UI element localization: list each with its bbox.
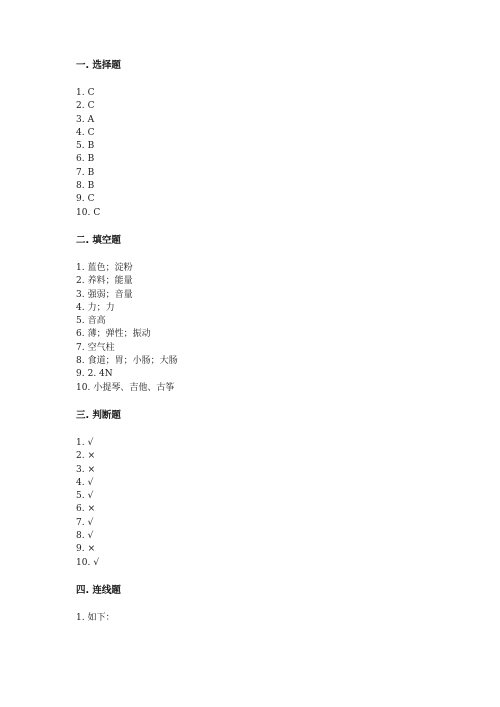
answer-number: 2. bbox=[76, 276, 85, 287]
answer-number: 9. bbox=[76, 369, 85, 380]
answer-item bbox=[76, 167, 456, 180]
answer-item bbox=[76, 450, 456, 463]
answer-text: √ bbox=[87, 491, 94, 502]
answer-number: 1. bbox=[76, 88, 85, 98]
section-title: 四. 连线题 bbox=[76, 584, 121, 596]
answer-number: 10. bbox=[76, 382, 91, 393]
answer-item bbox=[76, 153, 456, 166]
answer-number: 6. bbox=[76, 329, 85, 340]
answer-item bbox=[76, 342, 456, 355]
answer-item bbox=[76, 180, 456, 193]
answer-text: √ bbox=[93, 557, 100, 568]
answer-item bbox=[76, 612, 456, 625]
answer-item bbox=[76, 355, 456, 368]
answer-text: 空气柱 bbox=[87, 342, 115, 353]
answer-number: 5. bbox=[76, 491, 85, 502]
answer-text: A bbox=[87, 114, 95, 125]
answer-text: √ bbox=[87, 437, 94, 448]
answer-number: 4. bbox=[76, 302, 85, 313]
answer-text: B bbox=[87, 154, 95, 165]
answer-text: 蓝色；淀粉 bbox=[87, 262, 133, 273]
answer-number: 7. bbox=[76, 342, 85, 353]
answer-item bbox=[76, 315, 456, 328]
answer-number: 1. bbox=[76, 437, 85, 448]
answer-item bbox=[76, 289, 456, 302]
answer-list bbox=[76, 87, 456, 220]
answer-item bbox=[76, 368, 456, 381]
answer-item bbox=[76, 302, 456, 315]
answer-text: × bbox=[87, 451, 96, 462]
answer-number: 3. bbox=[76, 114, 85, 125]
answer-text: 2. 4N bbox=[87, 369, 113, 380]
answer-number: 3. bbox=[76, 464, 85, 475]
answer-text: 强弱；音量 bbox=[87, 289, 133, 300]
answer-text: 薄；弹性；振动 bbox=[87, 329, 151, 340]
answer-item bbox=[76, 262, 456, 275]
answer-list bbox=[76, 262, 456, 395]
section-title: 二. 填空题 bbox=[76, 234, 121, 246]
answer-text: 音高 bbox=[87, 316, 106, 327]
answer-number: 8. bbox=[76, 356, 85, 367]
answer-item bbox=[76, 530, 456, 543]
answer-number: 1. bbox=[76, 262, 85, 273]
answer-item bbox=[76, 114, 456, 127]
answer-number: 2. bbox=[76, 101, 85, 112]
answer-item bbox=[76, 100, 456, 113]
answer-item bbox=[76, 87, 456, 100]
answer-text: 如下： bbox=[87, 612, 115, 623]
answer-number: 5. bbox=[76, 316, 85, 327]
answer-text: C bbox=[87, 101, 95, 112]
answer-number: 8. bbox=[76, 181, 85, 192]
answer-item bbox=[76, 127, 456, 140]
answer-text: 食道；胃；小肠；大肠 bbox=[87, 356, 178, 367]
answer-item bbox=[76, 477, 456, 490]
answer-number: 1. bbox=[76, 612, 85, 623]
answer-text: √ bbox=[87, 531, 94, 542]
answer-number: 2. bbox=[76, 451, 85, 462]
answer-number: 7. bbox=[76, 167, 85, 178]
answer-item bbox=[76, 275, 456, 288]
section-matching bbox=[76, 583, 456, 625]
answer-number: 6. bbox=[76, 504, 85, 515]
answer-text: × bbox=[87, 504, 96, 515]
answer-number: 9. bbox=[76, 544, 85, 555]
answer-text: B bbox=[87, 181, 95, 192]
answer-text: B bbox=[87, 167, 95, 178]
answer-item bbox=[76, 193, 456, 206]
answer-item bbox=[76, 437, 456, 450]
section-fill-in-blank bbox=[76, 233, 456, 395]
answer-item bbox=[76, 328, 456, 341]
answer-item bbox=[76, 517, 456, 530]
answer-number: 4. bbox=[76, 477, 85, 488]
answer-text: × bbox=[87, 464, 96, 475]
answer-number: 7. bbox=[76, 517, 85, 528]
answer-item bbox=[76, 543, 456, 556]
answer-item bbox=[76, 557, 456, 570]
answer-number: 5. bbox=[76, 141, 85, 152]
answer-item bbox=[76, 140, 456, 153]
answer-text: C bbox=[87, 194, 95, 205]
section-title: 三. 判断题 bbox=[76, 409, 121, 421]
answer-text: B bbox=[87, 141, 95, 152]
section-title: 一. 选择题 bbox=[76, 60, 121, 71]
answer-item bbox=[76, 207, 456, 220]
answer-number: 10. bbox=[76, 557, 91, 568]
answer-text: 力；力 bbox=[87, 302, 115, 313]
answer-text: C bbox=[93, 207, 101, 218]
answer-number: 8. bbox=[76, 531, 85, 542]
answer-text: 养料；能量 bbox=[87, 276, 133, 287]
answer-text: √ bbox=[87, 517, 94, 528]
answer-item bbox=[76, 490, 456, 503]
answer-sheet bbox=[76, 58, 456, 638]
answer-item bbox=[76, 503, 456, 516]
answer-number: 4. bbox=[76, 127, 85, 138]
answer-list bbox=[76, 612, 456, 625]
answer-text: 小提琴、吉他、古筝 bbox=[93, 382, 175, 393]
section-true-false bbox=[76, 408, 456, 570]
answer-number: 10. bbox=[76, 207, 91, 218]
answer-text: C bbox=[87, 127, 95, 138]
answer-text: C bbox=[87, 88, 95, 98]
answer-text: × bbox=[87, 544, 96, 555]
answer-item bbox=[76, 464, 456, 477]
answer-text: √ bbox=[87, 477, 94, 488]
answer-number: 3. bbox=[76, 289, 85, 300]
answer-item bbox=[76, 382, 456, 395]
answer-number: 9. bbox=[76, 194, 85, 205]
answer-list bbox=[76, 437, 456, 570]
section-multiple-choice bbox=[76, 58, 456, 220]
answer-number: 6. bbox=[76, 154, 85, 165]
